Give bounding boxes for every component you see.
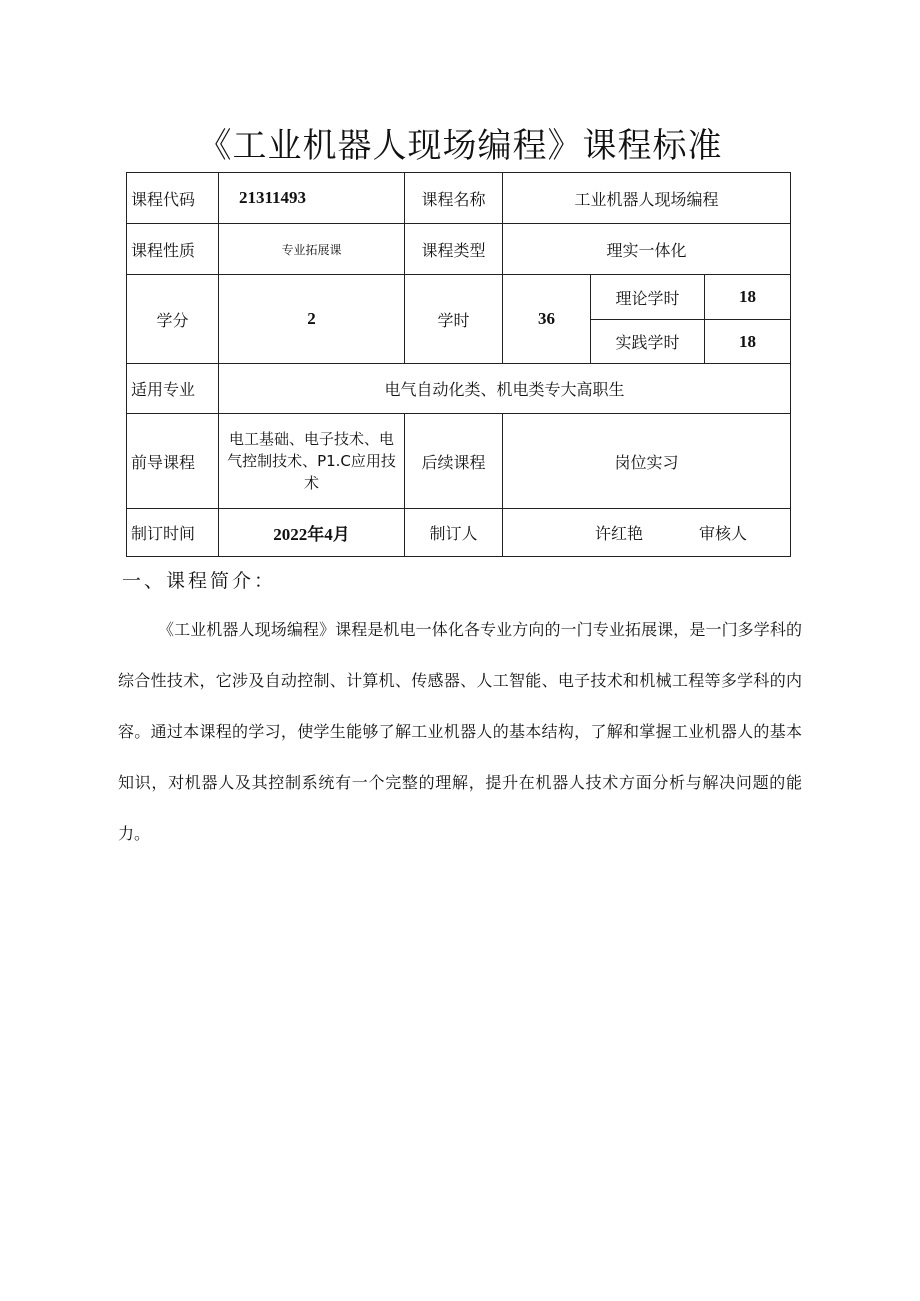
author-label: 制订人: [405, 509, 503, 557]
table-row: [127, 173, 791, 224]
table-row: [127, 224, 791, 275]
intro-paragraph: 《工业机器人现场编程》课程是机电一体化各专业方向的一门专业拓展课，是一门多学科的综合性技术，它涉及自动控制、计算机、传感器、人工智能、电子技术和机械工程等多学科的内容。通过本课程的学习，使学生能够了解工业机器人的基本结构，了解和掌握工业机器人的基本知识，对机器人及其控制系统有一个完整的理解，提升在机器人技术方面分析与解决问题的能力。: [118, 620, 802, 843]
table-row: [127, 414, 791, 509]
table-row: [127, 509, 791, 557]
practice-hours-value: 18: [705, 320, 791, 364]
course-name-label: 课程名称: [405, 173, 503, 224]
course-code-value: 21311493: [219, 173, 405, 224]
course-name-value: 工业机器人现场编程: [503, 173, 791, 224]
theory-hours-label: 理论学时: [591, 275, 705, 320]
table-row: [127, 364, 791, 414]
hours-label: 学时: [405, 275, 503, 364]
date-label: 制订时间: [127, 509, 219, 557]
course-type-value: 理实一体化: [503, 224, 791, 275]
followup-value: 岗位实习: [503, 414, 791, 509]
reviewer-label: 审核人: [699, 524, 748, 543]
credit-value: 2: [219, 275, 405, 364]
course-nature-value: 专业拓展课: [219, 224, 405, 275]
credit-label: 学分: [127, 275, 219, 364]
major-value: 电气自动化类、机电类专大高职生: [219, 364, 791, 414]
followup-label: 后续课程: [405, 414, 503, 509]
course-info-table: [126, 172, 791, 557]
hours-value: 36: [503, 275, 591, 364]
major-label: 适用专业: [127, 364, 219, 414]
prereq-value: 电工基础、电子技术、电气控制技术、P1.C应用技术: [219, 414, 405, 509]
course-type-label: 课程类型: [405, 224, 503, 275]
author-value: 许红艳: [595, 524, 644, 543]
prereq-label: 前导课程: [127, 414, 219, 509]
date-value: 2022年4月: [219, 509, 405, 557]
author-reviewer-cell: [503, 509, 791, 557]
table-row: [127, 275, 791, 320]
course-nature-label: 课程性质: [127, 224, 219, 275]
document-title: 《工业机器人现场编程》课程标准: [197, 126, 723, 166]
course-code-label: 课程代码: [127, 173, 219, 224]
theory-hours-value: 18: [705, 275, 791, 320]
practice-hours-label: 实践学时: [591, 320, 705, 364]
section-heading-intro: 一、课程简介：: [122, 570, 277, 592]
